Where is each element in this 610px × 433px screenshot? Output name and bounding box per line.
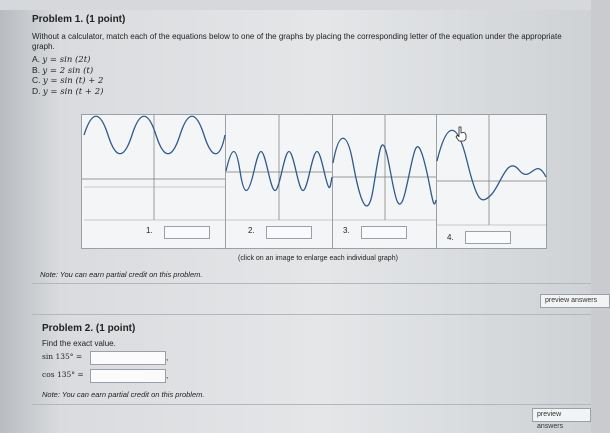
- graph-1-answer-input[interactable]: [164, 226, 210, 239]
- equation-letter: D.: [32, 85, 41, 96]
- cos-expr: cos 135° =: [42, 370, 84, 379]
- graph-2-label: 2.: [248, 226, 255, 235]
- divider: [32, 404, 591, 405]
- divider: [32, 314, 591, 315]
- sin-answer-input[interactable]: [90, 351, 169, 365]
- equation-expr: y = sin (2t): [42, 55, 91, 65]
- equation-a: [32, 55, 591, 66]
- equation-expr: y = sin (t) + 2: [42, 76, 104, 86]
- cos-suffix: ,: [166, 371, 169, 380]
- divider: [32, 283, 591, 284]
- equation-letter: A.: [32, 54, 41, 64]
- graph-3[interactable]: [333, 115, 437, 248]
- graph-2[interactable]: [226, 115, 333, 248]
- problem-2-title: Problem 2. (1 point): [42, 323, 136, 334]
- graph-4-answer-input[interactable]: [465, 231, 511, 244]
- graph-1-label: 1.: [146, 226, 153, 235]
- graph-3-answer-input[interactable]: [361, 226, 407, 239]
- equation-d: [32, 87, 591, 98]
- graph-strip: [81, 114, 547, 249]
- sin-expr: sin 135° =: [42, 352, 83, 361]
- equation-b: [32, 66, 591, 77]
- graph-1[interactable]: [82, 115, 226, 248]
- preview-answers-button-1[interactable]: preview answers: [540, 294, 610, 308]
- equation-letter: C.: [32, 75, 41, 85]
- sin-suffix: ,: [166, 353, 169, 362]
- graph-3-label: 3.: [343, 226, 350, 235]
- problem-1-prompt: Without a calculator, match each of the equations below to one of the graphs by placing the corresponding letter of the equation under the appropriate graph.: [32, 32, 562, 51]
- problem-2-note: Note: You can earn partial credit on this problem.: [42, 390, 205, 399]
- graph-2-answer-input[interactable]: [266, 226, 312, 239]
- equation-list: [32, 55, 591, 97]
- equation-expr: y = sin (t + 2): [42, 86, 104, 97]
- problem-1-note: Note: You can earn partial credit on this problem.: [40, 270, 203, 279]
- sin-row: [42, 352, 169, 362]
- equation-c: [32, 76, 591, 87]
- graph-4-label: 4.: [447, 233, 454, 242]
- equation-expr: y = 2 sin (t): [42, 65, 94, 76]
- cos-row: [42, 370, 169, 380]
- graph-caption: (click on an image to enlarge each individual graph): [238, 255, 398, 262]
- problem-2-prompt: Find the exact value.: [42, 339, 116, 348]
- top-strip: [0, 0, 591, 10]
- hand-pointer-icon: [454, 126, 468, 142]
- equation-letter: B.: [32, 64, 41, 75]
- problem-1-title: Problem 1. (1 point): [32, 14, 126, 25]
- cos-answer-input[interactable]: [90, 369, 169, 383]
- preview-answers-button-2[interactable]: preview answers: [532, 408, 591, 422]
